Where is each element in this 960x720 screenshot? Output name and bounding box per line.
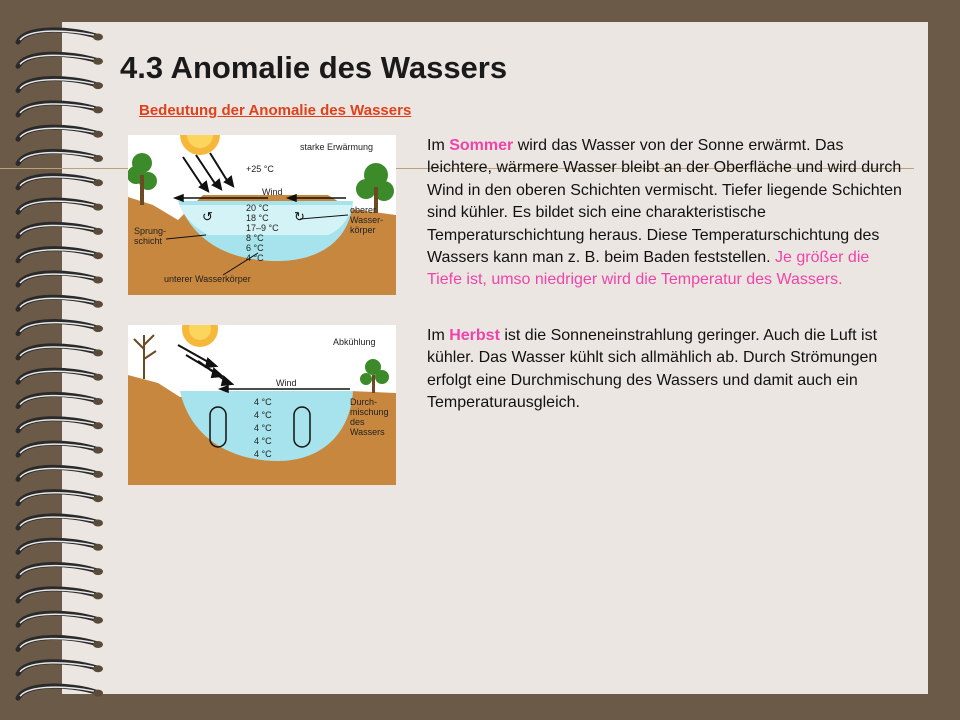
summer-temp-5: 4 °C [246,253,264,263]
autumn-temp-1: 4 °C [254,410,272,420]
summer-wind-label: Wind [262,187,283,197]
lower-water-label: unterer Wasserkörper [164,274,251,284]
svg-text:↺: ↺ [202,209,213,224]
svg-text:↻: ↻ [294,209,305,224]
summer-lake-figure [128,135,396,295]
summer-temp-4: 6 °C [246,243,264,253]
summer-heating-label: starke Erwärmung [300,142,374,152]
autumn-wind-label: Wind [276,378,297,388]
summer-paragraph [427,135,902,292]
summer-keyword: Sommer [449,137,514,154]
autumn-temp-3: 4 °C [254,436,272,446]
page-title: 4.3 Anomalie des Wassers [120,50,508,85]
autumn-temp-2: 4 °C [254,423,272,433]
summer-air-temp: +25 °C [246,164,274,174]
autumn-text-1: Im [427,327,450,344]
upper-water-label: oberer Wasser-körper [350,205,384,235]
autumn-lake-figure [128,325,396,485]
subtitle-link[interactable]: Bedeutung der Anomalie des Wassers [139,102,412,119]
autumn-cooling-label: Abkühlung [333,337,376,347]
autumn-text-2: ist die Sonneneinstrahlung geringer. Auch die Luft ist kühler. Das Wasser kühlt sich allmählich ab. Durch Strömungen erfolgt eine Durchmischung des Wassers und damit auch ein Temperaturausgleich. [427,327,878,412]
autumn-temp-0: 4 °C [254,397,272,407]
summer-temp-0: 20 °C [246,203,269,213]
jump-layer-label: Sprung-schicht [134,226,167,246]
autumn-temp-4: 4 °C [254,449,272,459]
summer-temp-1: 18 °C [246,213,269,223]
mixing-label: Durch-mischung des Wassers [350,397,389,437]
summer-highlight: Je größer die Tiefe ist, umso niedriger wird die Temperatur des Wassers. [427,249,870,289]
summer-temp-2: 17–9 °C [246,223,279,233]
summer-text-2: wird das Wasser von der Sonne erwärmt. Das leichtere, wärmere Wasser bleibt an der Oberfläche und wird durch Wind in den oberen Schichten vermischt. Tiefer liegende Schichten sind kühler. Es bildet sich eine charakteristische Temperaturschichtung heraus. Diese Temperaturschichtung des Wassers kann man z. B. beim Baden feststellen. [427,137,902,267]
spiral-binding-icon [0,0,120,720]
autumn-paragraph [427,325,902,415]
summer-temp-3: 8 °C [246,233,264,243]
summer-text-1: Im [427,137,450,154]
autumn-keyword: Herbst [449,327,500,344]
